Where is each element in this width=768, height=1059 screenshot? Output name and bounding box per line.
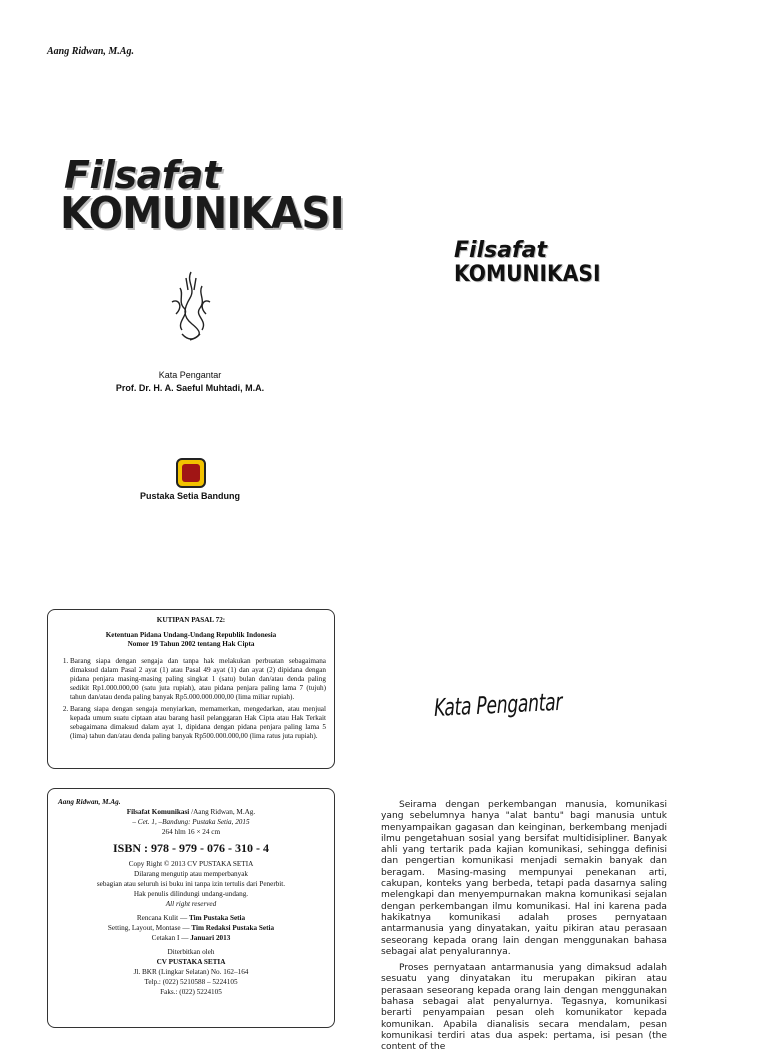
rights-reserved: All right reserved	[165, 900, 217, 908]
imprint-title: Filsafat Komunikasi	[126, 808, 190, 816]
publisher-logo-icon	[176, 458, 206, 488]
law-items	[56, 657, 326, 741]
print-credit: Cetakan I — Januari 2013	[151, 934, 231, 942]
notice-1: Dilarang mengutip atau memperbanyak	[134, 870, 248, 878]
paragraph: Seirama dengan perkembangan manusia, komunikasi yang sebelumnya hanya "alat bantu" bagi manusia untuk menyampaikan gagasan dan keinginan, berkembang menjadi ilmu pengetahuan sosial yang bersifat multidisipliner. Banyak ahli yang tertarik pada kajian komunikasi, sehingga definisi dan pengertian komunikasi menjadi semakin banyak dan beragam. Masing-masing mempunyai penekanan arti, cakupan, konteks yang berbeda, tetapi pada dasarnya saling melengkapi dan menyempurnakan makna komunikasi sejalan dengan perkembangan ilmu komunikasi. Hal ini karena pada hakikatnya komunikasi adalah proses pernyataan antarmanusia yang dinyatakan, yaitu pikiran atau perasaan seseorang kepada orang lain dengan menggunakan bahasa sebagai alat penyalurannya.	[381, 800, 667, 957]
imprint-pages: 264 hlm 16 × 24 cm	[161, 828, 221, 836]
notice-2: sebagian atau seluruh isi buku ini tanpa izin tertulis dari Penerbit.	[96, 880, 286, 888]
law-subheading-2: Nomor 19 Tahun 2002 tentang Hak Cipta	[127, 640, 255, 648]
law-heading: KUTIPAN PASAL 72:	[156, 616, 226, 624]
layout-credit: Setting, Layout, Montase — Tim Redaksi Pustaka Setia	[107, 924, 275, 932]
half-title-line1: Filsafat	[454, 238, 547, 263]
publisher-name: Pustaka Setia Bandung	[139, 491, 241, 501]
notice-3: Hak penulis dilindungi undang-undang.	[133, 890, 249, 898]
book-title-line2: KOMUNIKASI	[60, 188, 344, 239]
publisher-phone: Telp.: (022) 5210588 – 5224105	[144, 978, 238, 986]
book-title-line1: Filsafat	[64, 153, 221, 197]
publisher-address: Jl. BKR (Lingkar Selatan) No. 162–164	[133, 968, 249, 976]
foreword-heading: Kata Pengantar	[433, 687, 563, 722]
bismillah-calligraphy-icon	[162, 268, 220, 344]
law-item: 1. Barang siapa dengan sengaja dan tanpa hak melakukan perbuatan sebagaimana dimaksud dalam Pasal 2 ayat (1) atau Pasal 49 ayat (1) dan ayat (2) dipidana dengan pidana penjara masing-masing paling singkat 1 (satu) bulan dan/atau denda paling sedikit Rp1.000.000,00 (satu juta rupiah), atau pidana penjara paling lama 7 (tujuh) tahun dan/atau denda paling banyak Rp5.000.000.000,00 (lima miliar rupiah).	[70, 657, 326, 702]
imprint-edition: – Cet. 1, –Bandung: Pustaka Setia, 2015	[132, 818, 250, 826]
law-subheading-1: Ketentuan Pidana Undang-Undang Republik Indonesia	[105, 631, 277, 639]
author-name: Aang Ridwan, M.Ag.	[47, 46, 134, 57]
foreword-body	[381, 800, 667, 1059]
imprint-box	[47, 788, 335, 1028]
cover-design-credit: Rencana Kulit — Tim Pustaka Setia	[136, 914, 246, 922]
published-by: Diterbitkan oleh	[167, 948, 215, 956]
isbn: ISBN : 978 - 979 - 076 - 310 - 4	[113, 841, 269, 855]
paragraph: Proses pernyataan antarmanusia yang dimaksud adalah sesuatu yang dinyatakan itu merupakan pikiran atau perasaan seseorang kepada orang lain dengan menggunakan bahasa sebagai alat penyalurnya. Tegasnya, komunikasi berarti penyampaian pesan oleh komunikator kepada komunikan. Apabila dianalisis secara mendalam, pesan komunikasi terdiri atas dua aspek: pertama, isi pesan (the content of the	[381, 963, 667, 1053]
foreword-label: Kata Pengantar	[158, 370, 222, 380]
imprint-author: Aang Ridwan, M.Ag.	[58, 798, 121, 806]
law-item: 2. Barang siapa dengan sengaja menyiarkan, memamerkan, mengedarkan, atau menjual kepada umum suatu ciptaan atau barang hasil pelanggaran Hak Cipta atau Hak Terkait sebagaimana dimaksud dalam ayat 1, dipidana dengan pidana penjara paling lama 5 (lima) tahun dan/atau denda paling banyak Rp500.000.000,00 (lima ratus juta rupiah).	[70, 705, 326, 741]
imprint-title-line	[58, 807, 324, 817]
foreword-author: Prof. Dr. H. A. Saeful Muhtadi, M.A.	[115, 383, 265, 393]
publisher-fax: Faks.: (022) 5224105	[160, 988, 222, 996]
publisher-company: CV PUSTAKA SETIA	[156, 958, 226, 966]
half-title-line2: KOMUNIKASI	[454, 262, 601, 287]
copyright-law-box	[47, 609, 335, 769]
imprint-title-author: /Aang Ridwan, M.Ag.	[191, 808, 256, 816]
copyright-line: Copy Right © 2013 CV PUSTAKA SETIA	[128, 860, 254, 868]
